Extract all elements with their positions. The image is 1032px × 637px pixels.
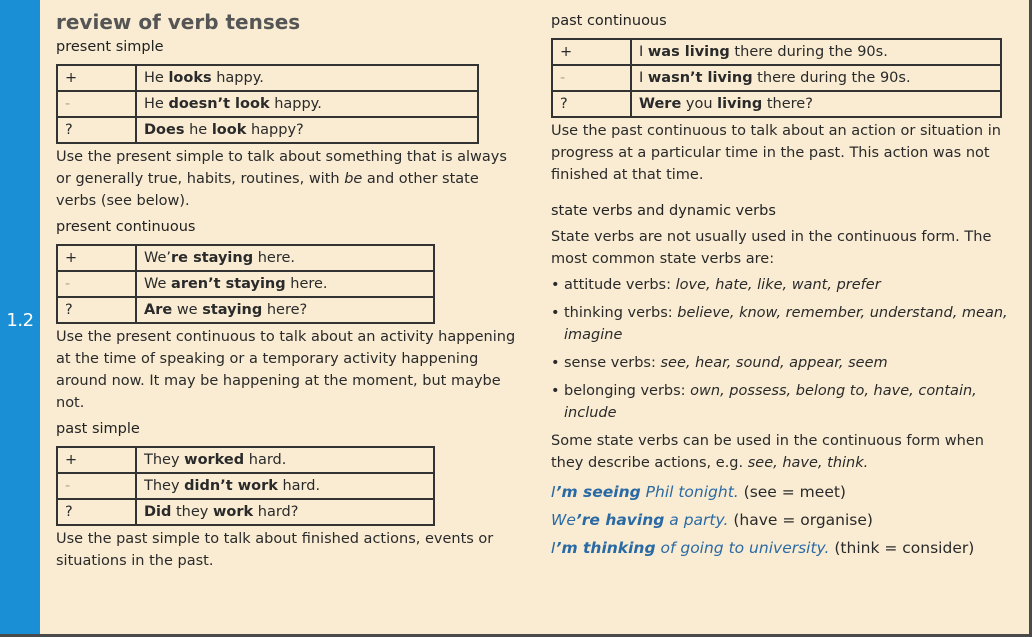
table-row [57, 271, 434, 297]
table-row [552, 91, 1001, 117]
sym-cell: + [57, 245, 136, 271]
table-row [57, 473, 434, 499]
sym-cell: + [57, 65, 136, 91]
right-column [551, 8, 1011, 562]
sym-cell: + [552, 39, 631, 65]
table-row [57, 297, 434, 323]
present-simple-table [56, 64, 479, 144]
past-simple-heading: past simple [56, 421, 140, 437]
list-item: • attitude verbs: love, hate, like, want, prefer [551, 274, 1011, 296]
table-row [552, 65, 1001, 91]
sym-cell: ? [57, 499, 136, 525]
example-sentence: I’m seeing Phil tonight. (see = meet) [551, 483, 846, 501]
past-continuous-note: Use the past continuous to talk about an action or situation in progress at a particular time in the past. This action was not finished at that time. [551, 123, 1001, 183]
example-cell: Are we staying here? [136, 297, 434, 323]
sym-cell: - [57, 91, 136, 117]
present-continuous-heading: present continuous [56, 219, 196, 235]
sym-cell: - [57, 473, 136, 499]
sym-cell: + [57, 447, 136, 473]
example-cell: We aren’t staying here. [136, 271, 434, 297]
present-simple-heading: present simple [56, 39, 164, 55]
example-cell: We’re staying here. [136, 245, 434, 271]
present-simple-note: Use the present simple to talk about something that is always or generally true, habits, routines, with be and other state verbs (see below). [56, 149, 507, 209]
table-row [57, 91, 478, 117]
sym-cell: ? [57, 117, 136, 143]
past-simple-note: Use the past simple to talk about finished actions, events or situations in the past. [56, 531, 494, 569]
example-cell: Were you living there? [631, 91, 1001, 117]
past-simple-table [56, 446, 435, 526]
unit-number: 1.2 [6, 310, 34, 331]
table-row [57, 499, 434, 525]
sym-cell: - [57, 271, 136, 297]
example-cell: They didn’t work hard. [136, 473, 434, 499]
list-item: • sense verbs: see, hear, sound, appear, seem [551, 352, 1011, 374]
table-row [57, 117, 478, 143]
table-row [57, 65, 478, 91]
past-continuous-heading: past continuous [551, 13, 667, 29]
sym-cell: ? [552, 91, 631, 117]
left-column [56, 8, 516, 576]
present-continuous-table [56, 244, 435, 324]
example-sentence: We’re having a party. (have = organise) [551, 511, 873, 529]
table-row [552, 39, 1001, 65]
example-cell: He looks happy. [136, 65, 478, 91]
example-cell: He doesn’t look happy. [136, 91, 478, 117]
list-item: • thinking verbs: believe, know, remember, understand, mean, imagine [551, 302, 1011, 346]
example-cell: Did they work hard? [136, 499, 434, 525]
example-cell: They worked hard. [136, 447, 434, 473]
table-row [57, 245, 434, 271]
list-item: • belonging verbs: own, possess, belong to, have, contain, include [551, 380, 1011, 424]
example-sentence: I’m thinking of going to university. (think = consider) [551, 539, 975, 557]
example-cell: I wasn’t living there during the 90s. [631, 65, 1001, 91]
state-verbs-heading: state verbs and dynamic verbs [551, 203, 776, 219]
state-verbs-note: Some state verbs can be used in the continuous form when they describe actions, e.g. see, have, think. [551, 433, 984, 471]
state-verbs-list [551, 274, 1011, 424]
table-row [57, 447, 434, 473]
page-title: review of verb tenses [56, 10, 301, 34]
example-cell: I was living there during the 90s. [631, 39, 1001, 65]
unit-sidebar [0, 0, 40, 637]
sym-cell: - [552, 65, 631, 91]
sym-cell: ? [57, 297, 136, 323]
past-continuous-table [551, 38, 1002, 118]
example-cell: Does he look happy? [136, 117, 478, 143]
present-continuous-note: Use the present continuous to talk about an activity happening at the time of speaking or a temporary activity happening around now. It may be happening at the moment, but maybe not. [56, 329, 516, 411]
state-verbs-intro: State verbs are not usually used in the continuous form. The most common state verbs are: [551, 229, 992, 267]
